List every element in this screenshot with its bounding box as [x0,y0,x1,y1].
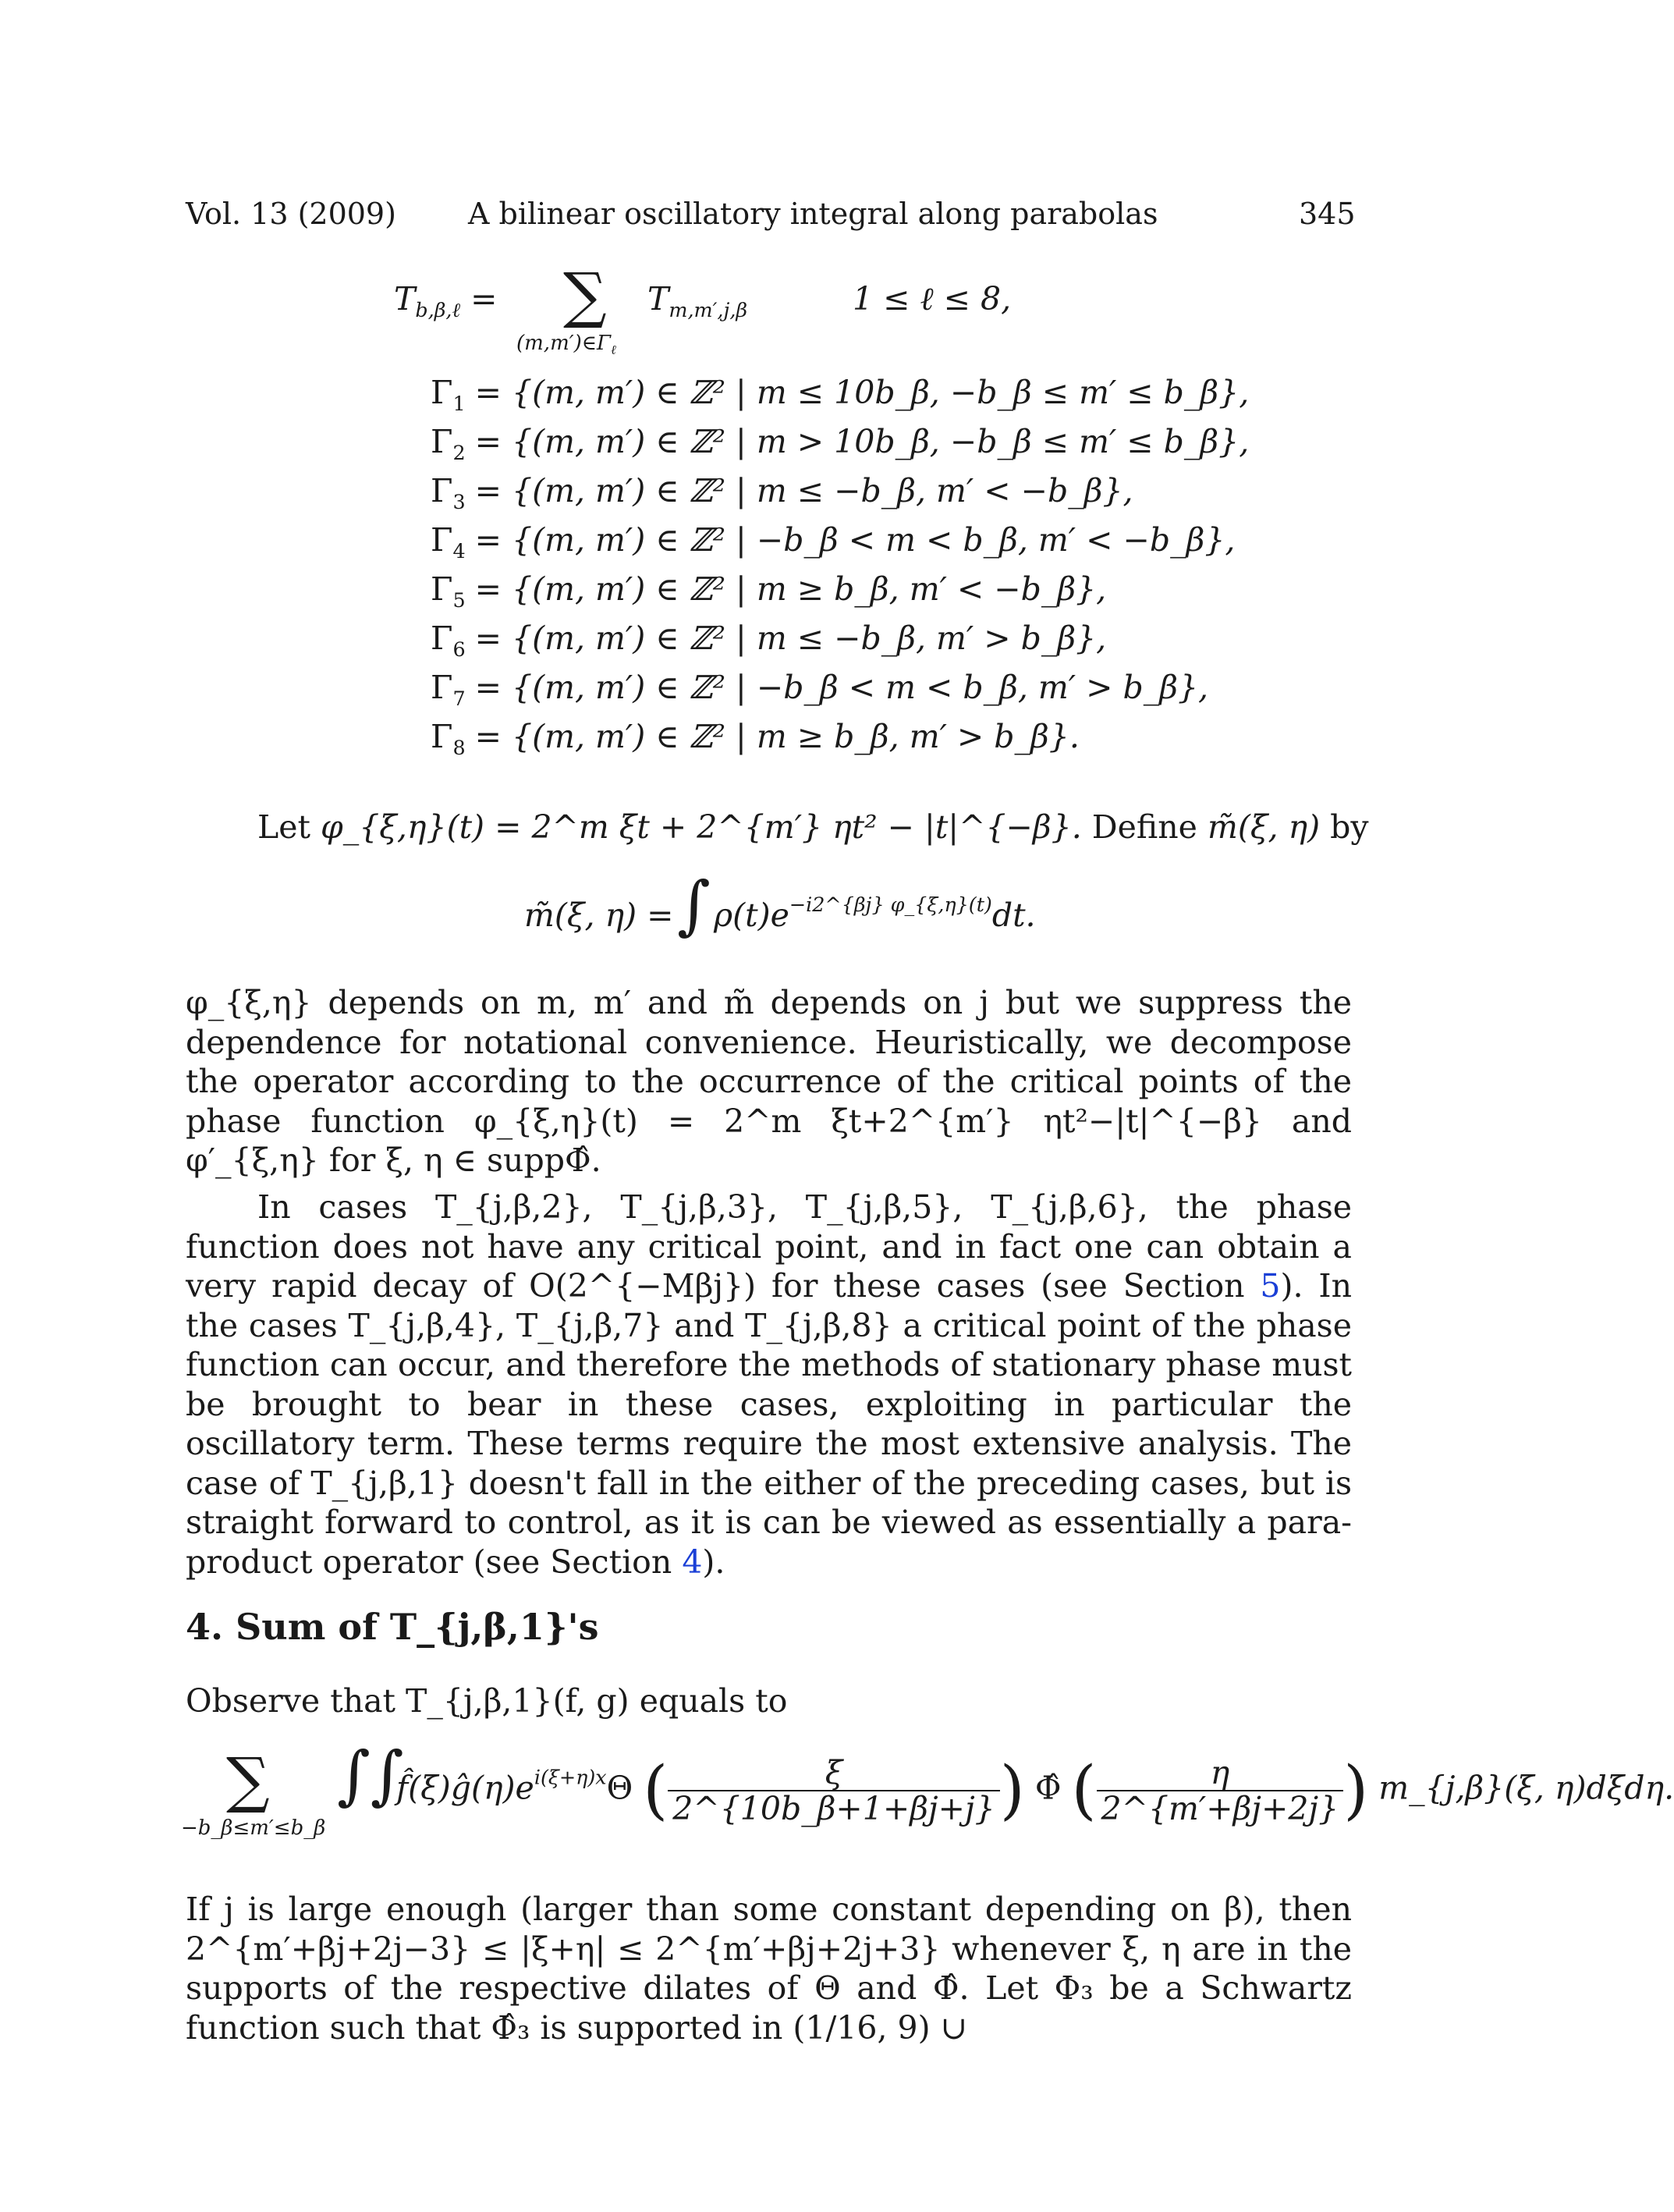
eq-equals: = [470,280,498,318]
by-word: by [1330,808,1369,846]
gamma-definition [431,619,1107,661]
gamma-index: 8 [452,735,466,759]
gamma-symbol: Γ [431,669,453,706]
phi-definition: φ_{ξ,η}(t) = 2^m ξt + 2^{m′} ηt² − |t|^{−β}. [321,808,1082,846]
gamma-set-body: = {(m, m′) ∈ ℤ² | m ≤ 10b_β, −b_β ≤ m′ ≤ b_β}, [474,374,1250,411]
gamma-set-body: = {(m, m′) ∈ ℤ² | m ≤ −b_β, m′ < −b_β}, [474,472,1133,510]
paragraph-support: If j is large enough (larger than some constant depending on β), then 2^{m′+βj+2j−3} ≤ |ξ+η| ≤ 2^{m′+βj+2j+3} whenever ξ, η are in the supports of the respective dilates of Θ and Φ̂. Let Φ₃ be a Schwartz function such that Φ̂₃ is supported in (1/16, 9) ∪ [186,1891,1352,2047]
mtilde-integrand [714,892,1036,935]
cases-text-c: ). [702,1543,725,1581]
gamma-index: 6 [452,637,466,661]
gamma-definition [431,471,1133,513]
gamma-set-body: = {(m, m′) ∈ ℤ² | −b_β < m < b_β, m′ < −b_β}, [474,521,1236,559]
observe-line: Observe that T_{j,β,1}(f, g) equals to [186,1682,788,1720]
let-word: Let [257,808,310,846]
integrand-fg: f̂(ξ)ĝ(η)e [396,1769,534,1807]
gamma-set-body: = {(m, m′) ∈ ℤ² | m ≤ −b_β, m′ > b_β}, [474,620,1107,657]
eq-lhs-symbol: T [394,280,416,318]
cases-text-a: In cases T_{j,β,2}, T_{j,β,3}, T_{j,β,5}, T_{j,β,6}, the phase function does not have any critical point, and in fact one can obtain a very rapid decay of O(2^{−Mβj}) for these cases (see Section [186,1188,1352,1305]
gamma-definition [431,422,1250,464]
sum-symbol-2: ∑ [226,1745,270,1816]
gamma-definition [431,570,1107,612]
paren-close-1: ) [999,1753,1025,1827]
gamma-index: 7 [452,686,466,710]
gamma-symbol: Γ [431,423,453,460]
mtilde-lhs: m̃(ξ, η) = [524,897,674,934]
header-volume: Vol. 13 (2009) [186,197,396,231]
gamma-index: 1 [452,391,466,415]
paren-close-2: ) [1343,1753,1369,1827]
fraction-1 [668,1756,1000,1826]
theta-symbol: Θ [606,1769,633,1807]
gamma-set-body: = {(m, m′) ∈ ℤ² | m ≥ b_β, m′ > b_β}. [474,718,1080,755]
mtilde-symbol: m̃(ξ, η) [1207,808,1321,846]
cases-text-b: ). In the cases T_{j,β,4}, T_{j,β,7} and T_{j,β,8} a critical point of the phase function can occur, and therefore the methods of stationary phase must be brought to bear in these cases, exploiting in particular the oscillatory term. These terms require the most extensive analysis. The case of T_{j,β,1} doesn't fall in the either of the preceding cases, but is straight forward to control, as it is can be viewed as essentially a para-product operator (see Section [186,1267,1352,1581]
gamma-definition [431,373,1250,415]
sum-limit-sub: ℓ [611,342,616,357]
integrand-exp: i(ξ+η)x [534,1765,607,1789]
sum-term [647,279,748,321]
page-number: 345 [1299,197,1356,231]
gamma-definition [431,520,1236,563]
eq-lhs-subscript: b,β,ℓ [415,297,461,321]
multiplier-tail: m_{j,β}(ξ, η)dξdη. [1378,1769,1674,1807]
fraction-2-num: η [1097,1756,1344,1791]
sum-limit-text: (m,m′)∈Γ [516,332,612,355]
gamma-symbol: Γ [431,374,453,411]
fraction-1-den: 2^{10b_β+1+βj+j} [672,1790,995,1827]
term-symbol: T [647,280,669,318]
section-4-link[interactable]: 4 [682,1543,703,1581]
gamma-index: 5 [452,588,466,612]
sum-symbol: ∑ [563,261,607,331]
header-title: A bilinear oscillatory integral along parabolas [468,197,1158,231]
equation-t-sum [394,279,498,321]
gamma-set-body: = {(m, m′) ∈ ℤ² | −b_β < m < b_β, m′ > b_β}, [474,669,1209,706]
integral-symbol: ∫ [677,868,711,943]
fraction-2 [1097,1756,1344,1826]
gamma-symbol: Γ [431,570,453,608]
gamma-symbol: Γ [431,620,453,657]
gamma-definition [431,668,1209,710]
gamma-symbol: Γ [431,521,453,559]
gamma-set-body: = {(m, m′) ∈ ℤ² | m ≥ b_β, m′ < −b_β}, [474,570,1107,608]
gamma-symbol: Γ [431,472,453,510]
gamma-definition [431,717,1080,759]
gamma-index: 4 [452,538,466,563]
integrand-exponent: −i2^{βj} φ_{ξ,η}(t) [789,892,992,916]
paragraph-heuristic: φ_{ξ,η} depends on m, m′ and m̃ depends on j but we suppress the dependence for notational convenience. Heuristically, we decompose the operator according to the occurrence of the critical points of the phase function φ_{ξ,η}(t) = 2^m ξt+2^{m′} ηt²−|t|^{−β} and φ′_{ξ,η} for ξ, η ∈ suppΦ̂. [186,984,1352,1179]
fraction-1-num: ξ [668,1756,1000,1791]
gamma-index: 3 [452,489,466,513]
paren-open-2: ( [1071,1753,1097,1827]
integrand-dt: dt. [991,897,1036,934]
sum-limit-2: −b_β≤m′≤b_β [181,1816,326,1840]
gamma-symbol: Γ [431,718,453,755]
gamma-index: 2 [452,440,466,464]
section-title: Sum of T_{j,β,1}'s [236,1606,599,1648]
define-word: Define [1091,808,1197,846]
section-number: 4. [186,1606,224,1648]
let-definition-line [257,808,1369,847]
gamma-set-body: = {(m, m′) ∈ ℤ² | m > 10b_β, −b_β ≤ m′ ≤ b_β}, [474,423,1250,460]
section-heading [186,1603,598,1650]
phi-hat-symbol: Φ̂ [1034,1769,1062,1807]
big-integrand [396,1753,1674,1827]
paren-open-1: ( [643,1753,669,1827]
integrand-base: ρ(t)e [714,897,789,934]
index-range: 1 ≤ ℓ ≤ 8, [853,280,1012,318]
sum-limit [516,332,616,355]
term-subscript: m,m′,j,β [669,297,748,321]
section-5-link[interactable]: 5 [1260,1267,1281,1305]
double-integral: ∫∫ [337,1738,404,1813]
paragraph-cases [186,1188,1352,1582]
fraction-2-den: 2^{m′+βj+2j} [1101,1790,1339,1827]
